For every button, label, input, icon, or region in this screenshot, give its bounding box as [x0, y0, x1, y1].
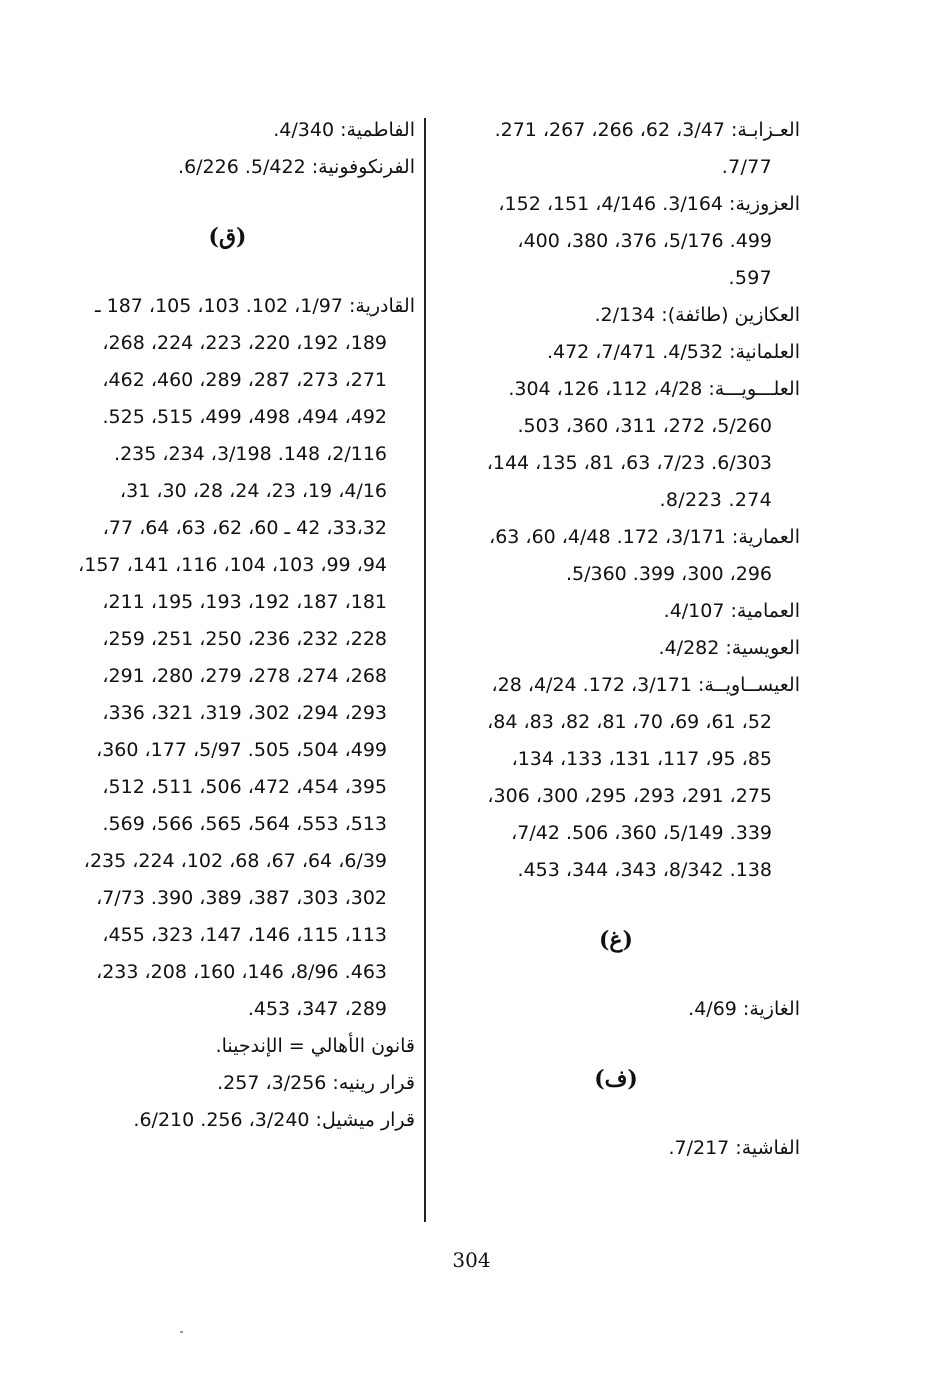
index-entry: قانون الأهالي = الإندجينا. [215, 1035, 415, 1057]
index-entry-continuation: 4/16، 19، 23، 24، 28، 30، 31، [120, 480, 387, 502]
index-entry: العلمانية: 4/532. 7/471، 472. [546, 341, 800, 363]
index-entry-continuation: 228، 232، 236، 250، 251، 259، [102, 628, 387, 650]
index-entry-continuation: 395، 454، 472، 506، 511، 512، [102, 776, 387, 798]
index-entry: العمارية: 3/171، 172. 4/48، 60، 63، [489, 526, 800, 548]
spacer [432, 1110, 800, 1130]
index-entry-continuation: 6/303. 7/23، 63، 81، 135، 144، [486, 452, 772, 474]
index-entry-continuation: 138. 8/342، 343، 344، 453. [517, 859, 772, 881]
page-number: 304 [452, 1248, 491, 1272]
index-entry-continuation: 296، 300، 399. 5/360. [565, 563, 772, 585]
index-entry-continuation: 181، 187، 192، 193، 195، 211، [102, 591, 387, 613]
spacer [432, 889, 800, 909]
index-entry-continuation: 492، 494، 498، 499، 515، 525. [102, 406, 387, 428]
index-entry: العمامية: 4/107. [663, 600, 800, 622]
index-entry-continuation: 302، 303، 387، 389، 390. 7/73، [96, 887, 387, 909]
index-entry-continuation: 499. 5/176، 376، 380، 400، [517, 230, 772, 252]
index-entry-continuation: 6/39، 64، 67، 68، 102، 224، 235، [83, 850, 387, 872]
column-divider [424, 118, 426, 1222]
index-entry-continuation: 293، 294، 302، 319، 321، 336، [102, 702, 387, 724]
left-column [40, 112, 415, 1139]
index-entry-continuation: 7/77. [721, 156, 772, 178]
index-entry-continuation: 94، 99، 103، 104، 116، 141، 157، [78, 554, 387, 576]
index-entry: العيســاويــة: 3/171، 172. 4/24، 28، [491, 674, 800, 696]
index-entry: القادرية: 1/97، 102. 103، 105، 187 ـ [95, 295, 415, 317]
index-entry: الفاطمية: 4/340. [273, 119, 415, 141]
index-entry-continuation: 499، 504، 505. 5/97، 177، 360، [96, 739, 387, 761]
index-entry: قرار رينيه: 3/256، 257. [217, 1072, 415, 1094]
spacer [40, 268, 415, 288]
index-entry-continuation: 463. 8/96، 146، 160، 208، 233، [96, 961, 387, 983]
index-entry: الغازية: 4/69. [688, 998, 800, 1020]
index-entry-continuation: 33،32، 42 ـ 60، 62، 63، 64، 77، [102, 517, 387, 539]
index-entry-continuation: 339. 5/149، 360، 506. 7/42، [511, 822, 772, 844]
index-entry-continuation: 2/116، 148. 3/198، 234، 235. [114, 443, 387, 465]
index-entry: الفرنكوفونية: 5/422. 6/226. [178, 156, 415, 178]
index-entry-continuation: 275، 291، 293، 295، 300، 306، [487, 785, 772, 807]
index-entry: قرار ميشيل: 3/240، 256. 6/210. [133, 1109, 415, 1131]
index-entry: العـزابـة: 3/47، 62، 266، 267، 271. [494, 119, 800, 141]
index-entry-continuation: 274. 8/223. [659, 489, 772, 511]
index-entry-continuation: 52، 61، 69، 70، 81، 82، 83، 84، [487, 711, 772, 733]
scan-speck [180, 1331, 183, 1333]
section-letter-heading: (ف) [594, 1066, 638, 1092]
section-letter-heading: (غ) [599, 927, 633, 953]
index-entry-continuation: 113، 115، 146، 147، 323، 455، [102, 924, 387, 946]
index-entry-continuation: 268، 274، 278، 279، 280، 291، [102, 665, 387, 687]
index-entry-continuation: 289، 347، 453. [247, 998, 387, 1020]
index-entry-continuation: 513، 553، 564، 565، 566، 569. [102, 813, 387, 835]
spacer [40, 186, 415, 206]
index-entry-continuation: 5/260، 272، 311، 360، 503. [517, 415, 772, 437]
index-entry: العكازين (طائفة): 2/134. [594, 304, 800, 326]
index-entry-continuation: 189، 192، 220، 223، 224، 268، [102, 332, 387, 354]
index-entry-continuation: 85، 95، 117، 131، 133، 134، [511, 748, 772, 770]
spacer [432, 971, 800, 991]
index-entry-continuation: 271، 273، 287، 289، 460، 462، [102, 369, 387, 391]
index-entry-continuation: 597. [728, 267, 772, 289]
index-entry: العويسية: 4/282. [658, 637, 800, 659]
spacer [432, 1028, 800, 1048]
index-entry: الفاشية: 7/217. [668, 1137, 800, 1159]
index-entry: العلـــويـــة: 4/28، 112، 126، 304. [508, 378, 800, 400]
section-letter-heading: (ق) [208, 224, 247, 250]
index-entry: العزوزية: 3/164. 4/146، 151، 152، [498, 193, 800, 215]
right-column [432, 112, 800, 1167]
